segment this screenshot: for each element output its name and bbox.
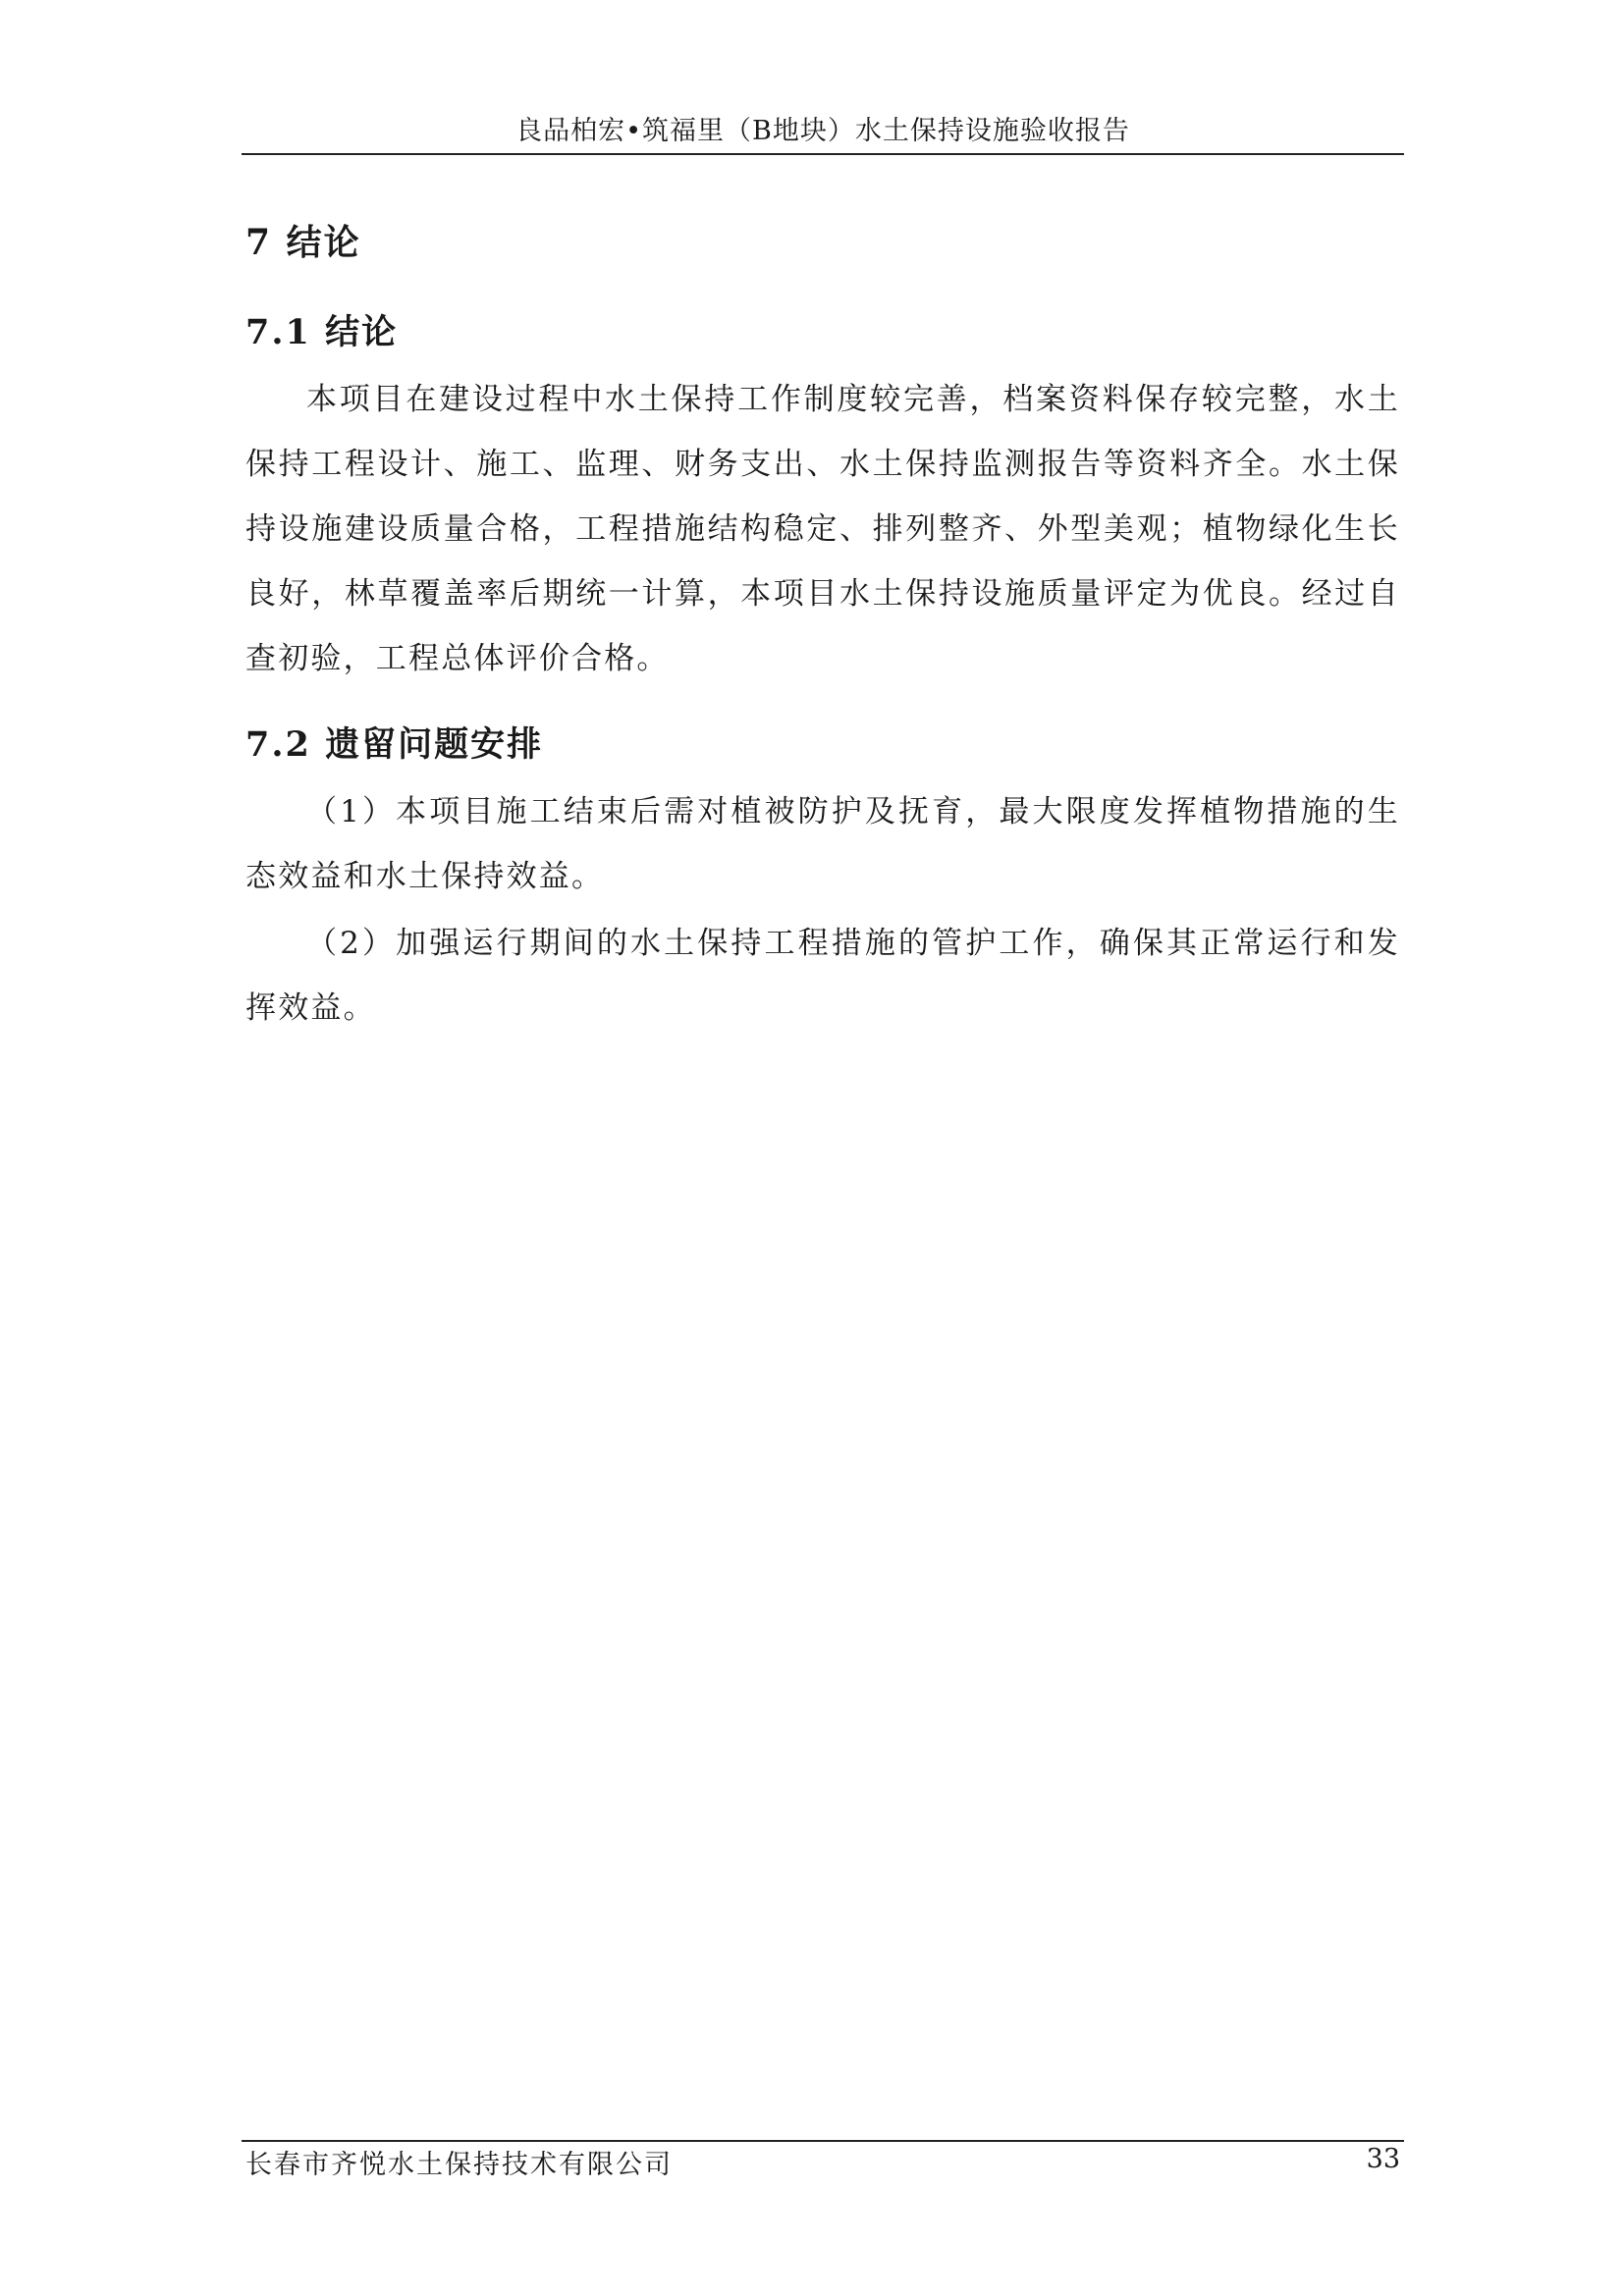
section-title-conclusion: 7.1 结论 [245,312,399,352]
section-title-remaining-issues: 7.2 遗留问题安排 [245,724,544,765]
header-divider [242,153,1404,155]
chapter-title: 7 结论 [245,222,361,263]
conclusion-paragraph: 本项目在建设过程中水土保持工作制度较完善，档案资料保存较完整，水土保持工程设计、施工、监理、财务支出、水土保持监测报告等资料齐全。水土保持设施建设质量合格，工程措施结构稳定、排列整齐、外型美观；植物绿化生长良好，林草覆盖率后期统一计算，本项目水土保持设施质量评定为优良。经过自查初验，工程总体评价合格。 [245,382,1400,676]
remaining-issue-item-1: （1）本项目施工结束后需对植被防护及抚育，最大限度发挥植物措施的生态效益和水土保持效益。 [245,794,1400,894]
document-body [245,206,1400,1041]
footer-company: 长春市齐悦水土保持技术有限公司 [245,2150,673,2180]
footer-divider [242,2140,1404,2142]
page-number: 33 [1366,2144,1400,2174]
remaining-issue-item-2: （2）加强运行期间的水土保持工程措施的管护工作，确保其正常运行和发挥效益。 [245,926,1400,1026]
page-header-title: 良品柏宏•筑福里（B地块）水土保持设施验收报告 [515,116,1130,146]
